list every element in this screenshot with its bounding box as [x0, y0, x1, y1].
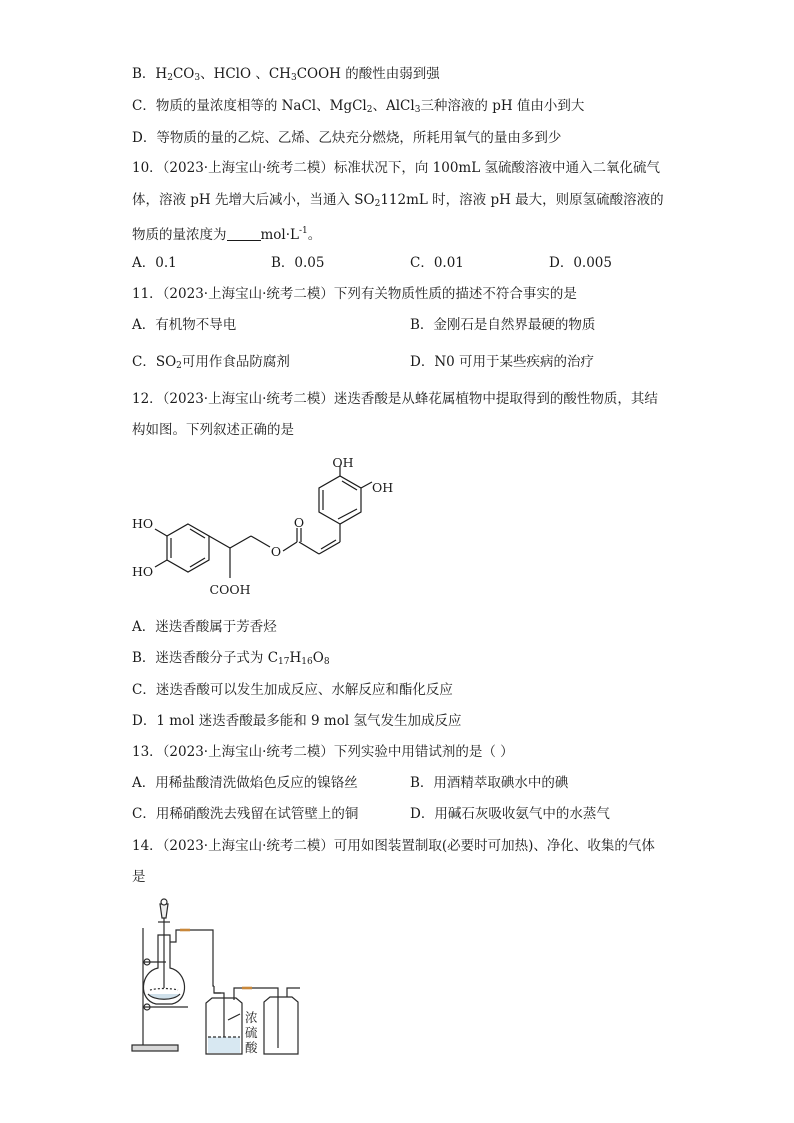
q9-option-d: D．等物质的量的乙烷、乙烯、乙炔充分燃烧，所耗用氧气的量由多到少 — [132, 130, 562, 146]
q13-option-b: B．用酒精萃取碘水中的碘 — [410, 775, 569, 791]
q11-option-a: A．有机物不导电 — [132, 317, 237, 333]
q11-option-b: B．金刚石是自然界最硬的物质 — [410, 317, 596, 333]
gas-apparatus-diagram — [128, 890, 328, 1062]
q9-option-b: B．$H_2CO_3$、HClO 、$CH_3COOH$ 的酸性由弱到强 — [132, 66, 440, 83]
q10-options — [0, 253, 794, 273]
struct-oh-top: OH — [332, 455, 354, 470]
q12-option-a: A．迷迭香酸属于芳香烃 — [132, 619, 277, 635]
q10-stem-line2: 体，溶液 pH 先增大后减小，当通入 $SO_2112mL$ 时，溶液 pH 最大，则原氢硫酸溶液的 — [132, 192, 664, 209]
q10-option-a: A．0.1 — [132, 255, 177, 271]
struct-oh-right: OH — [372, 480, 394, 495]
q13-option-d: D．用碱石灰吸收氨气中的水蒸气 — [410, 806, 610, 822]
apparatus-label-1: 浓 — [245, 1010, 258, 1025]
q10-option-b: B．0.05 — [271, 255, 325, 271]
q11-stem: 11．（2023·上海宝山·统考二模）下列有关物质性质的描述不符合事实的是 — [132, 286, 577, 302]
q11-option-d: D．N0 可用于某些疾病的治疗 — [410, 354, 595, 370]
answer-blank[interactable] — [227, 226, 261, 241]
q10-option-c: C．0.01 — [410, 255, 464, 271]
apparatus-label-3: 酸 — [245, 1040, 258, 1055]
q13-option-a: A．用稀盐酸清洗做焰色反应的镍铬丝 — [132, 775, 358, 791]
q13-option-c: C．用稀硝酸洗去残留在试管壁上的铜 — [132, 806, 359, 822]
struct-ho-upper: HO — [132, 516, 154, 531]
q11-option-c: C．$SO_2$可用作食品防腐剂 — [132, 354, 290, 371]
q12-option-c: C．迷迭香酸可以发生加成反应、水解反应和酯化反应 — [132, 682, 453, 698]
q14-stem-line2: 是 — [132, 869, 146, 885]
rosmarinic-acid-structure — [120, 448, 420, 608]
struct-ho-lower: HO — [132, 564, 154, 579]
q9-option-c: C．物质的量浓度相等的 NaCl、MgCl$_2$、AlCl$_3$三种溶液的 pH 值由小到大 — [132, 98, 585, 115]
apparatus-label-2: 硫 — [245, 1025, 258, 1040]
q14-stem-line1: 14．（2023·上海宝山·统考二模）可用如图装置制取(必要时可加热)、净化、收集的气体 — [132, 838, 655, 854]
q10-stem-line1: 10．（2023·上海宝山·统考二模）标准状况下，向 100mL 氢硫酸溶液中通入二氧化硫气 — [132, 160, 660, 176]
q12-stem-line1: 12．（2023·上海宝山·统考二模）迷迭香酸是从蜂花属植物中提取得到的酸性物质，其结 — [132, 391, 658, 407]
q10-option-d: D．0.005 — [549, 255, 612, 271]
struct-carbonyl-o: O — [293, 515, 305, 530]
struct-cooh: COOH — [209, 582, 251, 597]
q12-stem-line2: 构如图。下列叙述正确的是 — [132, 422, 294, 438]
q12-option-d: D．1 mol 迷迭香酸最多能和 9 mol 氢气发生加成反应 — [132, 713, 462, 729]
struct-ester-o: O — [270, 544, 282, 559]
q13-stem: 13．（2023·上海宝山·统考二模）下列实验中用错试剂的是（ ） — [132, 744, 514, 760]
q10-stem-line3: 物质的量浓度为 $mol\cdot L^{-1}$。 — [132, 226, 322, 243]
q12-option-b: B．迷迭香酸分子式为 $C_{17}H_{16}O_8$ — [132, 650, 330, 667]
